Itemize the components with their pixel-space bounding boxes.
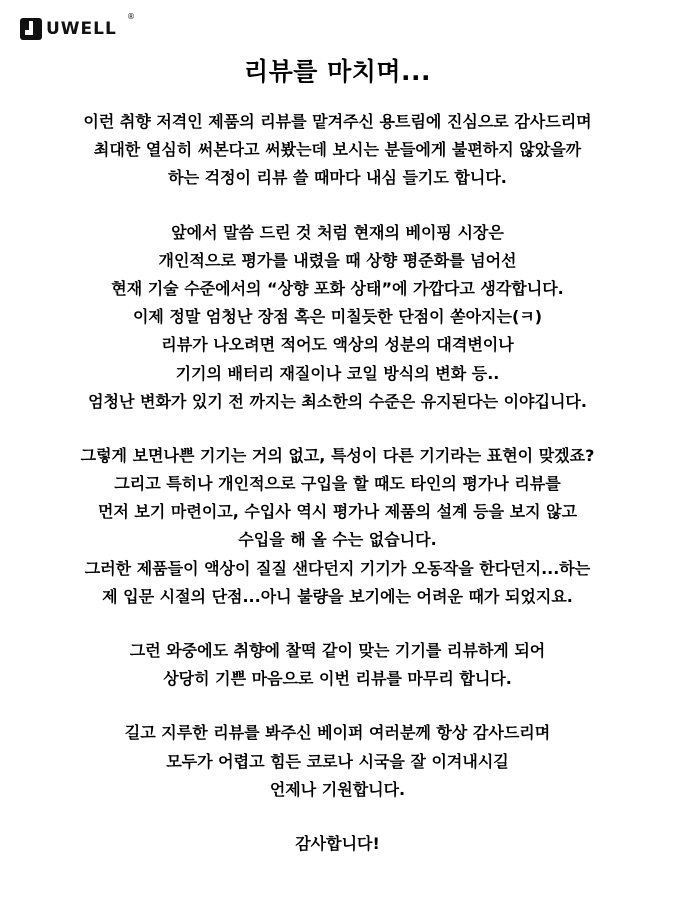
text-line: 현재 기술 수준에서의 “상향 포화 상태”에 가깝다고 생각합니다.: [111, 278, 564, 298]
text-line: 개인적으로 평가를 내렸을 때 상향 평준화를 넘어선: [158, 250, 517, 270]
text-line: 기기의 배터리 재질이나 코일 방식의 변화 등..: [175, 363, 500, 383]
text-line: 이제 정말 엄청난 장점 혹은 미칠듯한 단점이 쏟아지는(ㅋ): [132, 307, 543, 327]
paragraph: [10, 219, 665, 416]
text-line: 언제나 기원합니다.: [269, 779, 406, 799]
text-line: 이런 취향 저격인 제품의 리뷰를 맡겨주신 용트림에 진심으로 감사드리며: [83, 112, 592, 131]
text-line: 그렇게 보면나쁜 기기는 거의 없고, 특성이 다른 기기라는 표현이 맞겠죠?: [80, 445, 595, 465]
text-line: 그런 와중에도 취향에 찰떡 같이 맞는 기기를 리뷰하게 되어: [129, 641, 546, 660]
text-line: 상당히 기쁜 마음으로 이번 리뷰를 마무리 합니다.: [163, 669, 512, 689]
text-line: 리뷰가 나오려면 적어도 액상의 성분의 대격변이나: [161, 335, 514, 355]
page-title: 리뷰를 마치며...: [243, 57, 432, 86]
logo-text: UWELL: [46, 19, 117, 39]
paragraph: [10, 637, 665, 693]
paragraph: [10, 719, 665, 804]
text-line: 그러한 제품들이 액상이 질질 샌다던지 기기가 오동작을 한다던지...하는: [84, 558, 591, 578]
text-line: 모두가 어렵고 힘든 코로나 시국을 잘 이겨내시길: [166, 751, 509, 771]
text-line: 길고 지루한 리뷰를 봐주신 베이퍼 여러분께 항상 감사드리며: [124, 723, 551, 743]
text-line: 엄청난 변화가 있기 전 까지는 최소한의 수준은 유지된다는 이야깁니다.: [88, 391, 587, 411]
closing-line: 감사합니다!: [295, 833, 380, 853]
text-line: 앞에서 말씀 드린 것 처럼 현재의 베이핑 시장은: [171, 222, 504, 242]
paragraph: [10, 830, 665, 858]
text-line: 수입을 해 올 수는 없습니다.: [238, 530, 437, 550]
uwell-logo: [20, 12, 135, 42]
text-line: 그리고 특히나 개인적으로 구입을 할 때도 타인의 평가나 리뷰를: [114, 474, 561, 494]
text-line: 하는 걱정이 리뷰 쓸 때마다 내심 들기도 합니다.: [168, 168, 507, 188]
text-line: 최대한 열심히 써본다고 써봤는데 보시는 분들에게 불편하지 않았을까: [93, 140, 582, 160]
uwell-logo-mark-icon: [20, 18, 42, 40]
paragraph: [10, 442, 665, 611]
text-line: 제 입문 시절의 단점...아니 불량을 보기에는 어려운 때가 되었지요.: [102, 586, 573, 606]
registered-mark: ®: [127, 12, 135, 21]
text-line: 먼저 보기 마련이고, 수입사 역시 평가나 제품의 설계 등을 보지 않고: [97, 502, 578, 522]
paragraph: [10, 108, 665, 193]
review-closing-text: [10, 108, 665, 858]
